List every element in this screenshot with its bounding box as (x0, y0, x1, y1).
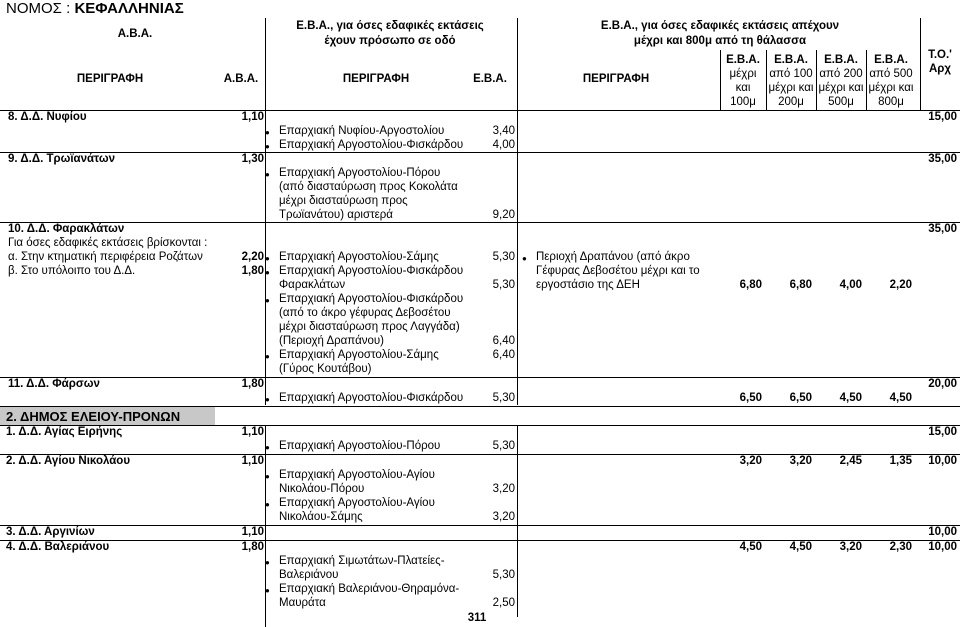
header-eba-2: Ε.Β.Α. (473, 73, 507, 85)
sea-value: 6,80 (739, 279, 762, 291)
road-value: 6,40 (492, 335, 515, 347)
road-value: 5,30 (492, 569, 515, 581)
road-item: ● Επαρχιακή Σιμωτάτων-Πλατείες- (279, 555, 445, 568)
sea-value: 2,20 (889, 279, 912, 291)
c4-l2: μέχρι και (868, 82, 914, 94)
road-item: Μαυράτα (279, 597, 326, 609)
sea-value: 4,50 (789, 541, 812, 553)
road-item: ● Επαρχιακή Αργοστολίου-Φισκάρδου (279, 139, 463, 152)
road-value: 5,30 (492, 440, 515, 452)
header-eva-sea-line2: μέχρι και 800μ από τη θάλασσα (633, 35, 807, 47)
road-item: μέχρι διασταύρωση προς Λαγγάδα) (279, 321, 460, 333)
c1-l0: Ε.Β.Α. (726, 54, 760, 66)
to-l1: Τ.Ο.' (928, 49, 952, 61)
sea-value: 2,45 (839, 455, 862, 467)
grid-line (517, 110, 518, 405)
header-eva-sea (601, 20, 839, 48)
c1-l2: και (735, 82, 751, 94)
header-col-100 (726, 53, 760, 109)
road-item: ● Επαρχιακή Αργοστολίου-Φισκάρδου (279, 265, 463, 278)
sea-value: 3,20 (839, 541, 862, 553)
road-value: 5,30 (492, 251, 515, 263)
road-value: 5,30 (492, 279, 515, 291)
sea-desc: Γέφυρας Δεβοσέτου μέχρι και το (536, 265, 700, 277)
grid-line (720, 50, 721, 110)
header-to (928, 48, 952, 76)
road-item: ● Επαρχιακή Αργοστολίου-Σάμης (279, 251, 439, 264)
row-aba: 1,10 (241, 111, 264, 123)
row-aba: 1,10 (241, 526, 264, 538)
road-item: (από το άκρο γέφυρας Δεβοσέτου (279, 307, 451, 319)
sea-value: 4,50 (739, 541, 762, 553)
row-name: 9. Δ.Δ. Τρωϊανάτων (8, 153, 115, 165)
c3-l0: Ε.Β.Α. (824, 54, 858, 66)
sea-desc: εργοστάσιο της ΔΕΗ (536, 279, 640, 291)
row-to: 35,00 (928, 223, 957, 235)
sea-value: 3,20 (739, 455, 762, 467)
header-aba-2: Α.Β.Α. (223, 73, 259, 85)
sea-value: 1,35 (889, 455, 912, 467)
road-item: Τρωϊανάτου) αριστερά (279, 209, 393, 221)
c4-l1: από 500 (869, 68, 913, 80)
row-note: Για όσες εδαφικές εκτάσεις βρίσκονται : (8, 237, 208, 249)
road-value: 2,50 (492, 597, 515, 609)
grid-line (866, 50, 867, 110)
c1-l1: μέχρι (729, 68, 757, 80)
row-aba: 1,80 (241, 378, 264, 390)
c3-l3: 500μ (828, 96, 854, 108)
grid-line (766, 50, 767, 110)
road-item: ● Επαρχιακή Βαλεριάνου-Θηραμόνα- (279, 583, 459, 596)
sea-value: 4,50 (839, 392, 862, 404)
row-aba: 1,80 (241, 265, 264, 277)
c1-l3: 100μ (730, 96, 756, 108)
row-rule (0, 454, 960, 455)
title-name: ΚΕΦΑΛΛΗΝΙΑΣ (74, 0, 184, 17)
road-item: (από διασταύρωση προς Κοκολάτα (279, 181, 458, 193)
row-to: 15,00 (928, 111, 957, 123)
row-name: 2. Δ.Δ. Αγίου Νικολάου (6, 455, 131, 467)
header-perigrafi-1: ΠΕΡΙΓΡΑΦΗ (76, 73, 144, 85)
row-name: 8. Δ.Δ. Νυφίου (8, 111, 87, 123)
road-item: μέχρι διασταύρωση προς (279, 195, 408, 207)
row-rule (0, 525, 960, 526)
road-item: ● Επαρχιακή Αργοστολίου-Πόρου (279, 440, 440, 453)
section-title: 2. ΔΗΜΟΣ ΕΛΕΙΟΥ-ΠΡΟΝΩΝ (6, 409, 181, 424)
road-item: (Γύρος Κουτάβου) (279, 363, 372, 375)
road-item: ● Επαρχιακή Αργοστολίου-Φισκάρδου (279, 392, 463, 405)
row-aba: 1,30 (241, 153, 264, 165)
road-value: 3,40 (492, 125, 515, 137)
grid-line (265, 18, 266, 110)
row-name: 11. Δ.Δ. Φάρσων (8, 378, 100, 390)
c2-l2: μέχρι και (768, 82, 814, 94)
title-prefix: ΝΟΜΟΣ : (6, 0, 75, 17)
road-item: ● Επαρχιακή Νυφίου-Αργοστολίου (279, 125, 444, 138)
road-item: Νικολάου-Σάμης (279, 511, 363, 523)
sea-value: 6,50 (789, 392, 812, 404)
grid-line (920, 18, 921, 110)
row-aba: 1,80 (241, 541, 264, 553)
c3-l2: μέχρι και (818, 82, 864, 94)
grid-line (517, 18, 518, 110)
header-eva-sea-line1: Ε.Β.Α., για όσες εδαφικές εκτάσεις απέχουν (600, 20, 840, 32)
row-rule (0, 377, 960, 378)
row-rule (0, 152, 960, 153)
sea-value: 6,50 (739, 392, 762, 404)
row-name: 1. Δ.Δ. Αγίας Ειρήνης (6, 426, 123, 438)
road-value: 9,20 (492, 209, 515, 221)
row-to: 10,00 (928, 541, 957, 553)
header-bottom-rule (0, 110, 960, 111)
road-item: ● Επαρχιακή Αργοστολίου-Αγίου (279, 497, 435, 510)
c2-l3: 200μ (778, 96, 804, 108)
header-aba-1: Α.Β.Α. (117, 28, 153, 40)
c2-l1: από 100 (769, 68, 813, 80)
row-to: 10,00 (928, 455, 957, 467)
page-number: 311 (467, 612, 487, 624)
header-eva-road-line1: Ε.Β.Α., για όσες εδαφικές εκτάσεις (296, 20, 484, 32)
row-to: 10,00 (928, 526, 957, 538)
c4-l3: 800μ (878, 96, 904, 108)
page-title (6, 0, 184, 18)
row-rule (0, 540, 960, 541)
row-name: 3. Δ.Δ. Αργινίων (6, 526, 95, 538)
road-item: ● Επαρχιακή Αργοστολίου-Πόρου (279, 167, 440, 180)
sea-value: 4,50 (889, 392, 912, 404)
road-value: 3,20 (492, 511, 515, 523)
row-aba: 2,20 (241, 251, 264, 263)
road-item: (Περιοχή Δραπάνου) (279, 335, 384, 347)
row-aba: 1,10 (241, 426, 264, 438)
header-eva-road (296, 20, 484, 48)
row-rule (0, 222, 960, 223)
sea-value: 6,80 (789, 279, 812, 291)
road-item: ● Επαρχιακή Αργοστολίου-Φισκάρδου (279, 293, 463, 306)
road-value: 3,20 (492, 483, 515, 495)
header-col-800 (869, 53, 914, 109)
sea-value: 4,00 (839, 279, 862, 291)
row-subname: α. Στην κτηματική περιφέρεια Ροζάτων (8, 251, 203, 263)
road-item: Βαλεριάνου (279, 569, 339, 581)
header-eva-road-line2: έχουν πρόσωπο σε οδό (324, 35, 456, 47)
c3-l1: από 200 (819, 68, 863, 80)
sea-value: 2,30 (889, 541, 912, 553)
row-to: 35,00 (928, 153, 957, 165)
road-value: 5,30 (492, 392, 515, 404)
road-value: 6,40 (492, 349, 515, 361)
c4-l0: Ε.Β.Α. (874, 54, 908, 66)
to-l2: Αρχ (928, 63, 952, 75)
row-aba: 1,10 (241, 455, 264, 467)
row-name: 4. Δ.Δ. Βαλεριάνου (6, 541, 110, 553)
road-item: Νικολάου-Πόρου (279, 483, 365, 495)
row-to: 20,00 (928, 378, 957, 390)
row-rule (0, 425, 960, 426)
row-name: 10. Δ.Δ. Φαρακλάτων (8, 223, 125, 235)
sea-value: 3,20 (789, 455, 812, 467)
road-item: Φαρακλάτων (279, 279, 346, 291)
row-subname: β. Στο υπόλοιπο του Δ.Δ. (8, 265, 136, 277)
header-col-500 (819, 53, 864, 109)
road-value: 4,00 (492, 139, 515, 151)
header-col-200 (769, 53, 814, 109)
grid-line (816, 50, 817, 110)
road-item: ● Επαρχιακή Αργοστολίου-Σάμης (279, 349, 439, 362)
header-perigrafi-3: ΠΕΡΙΓΡΑΦΗ (582, 73, 650, 85)
sea-desc: ● Περιοχή Δραπάνου (από άκρο (536, 251, 690, 264)
row-to: 15,00 (928, 426, 957, 438)
header-perigrafi-2: ΠΕΡΙΓΡΑΦΗ (342, 73, 410, 85)
road-item: ● Επαρχιακή Αργοστολίου-Αγίου (279, 469, 435, 482)
c2-l0: Ε.Β.Α. (774, 54, 808, 66)
